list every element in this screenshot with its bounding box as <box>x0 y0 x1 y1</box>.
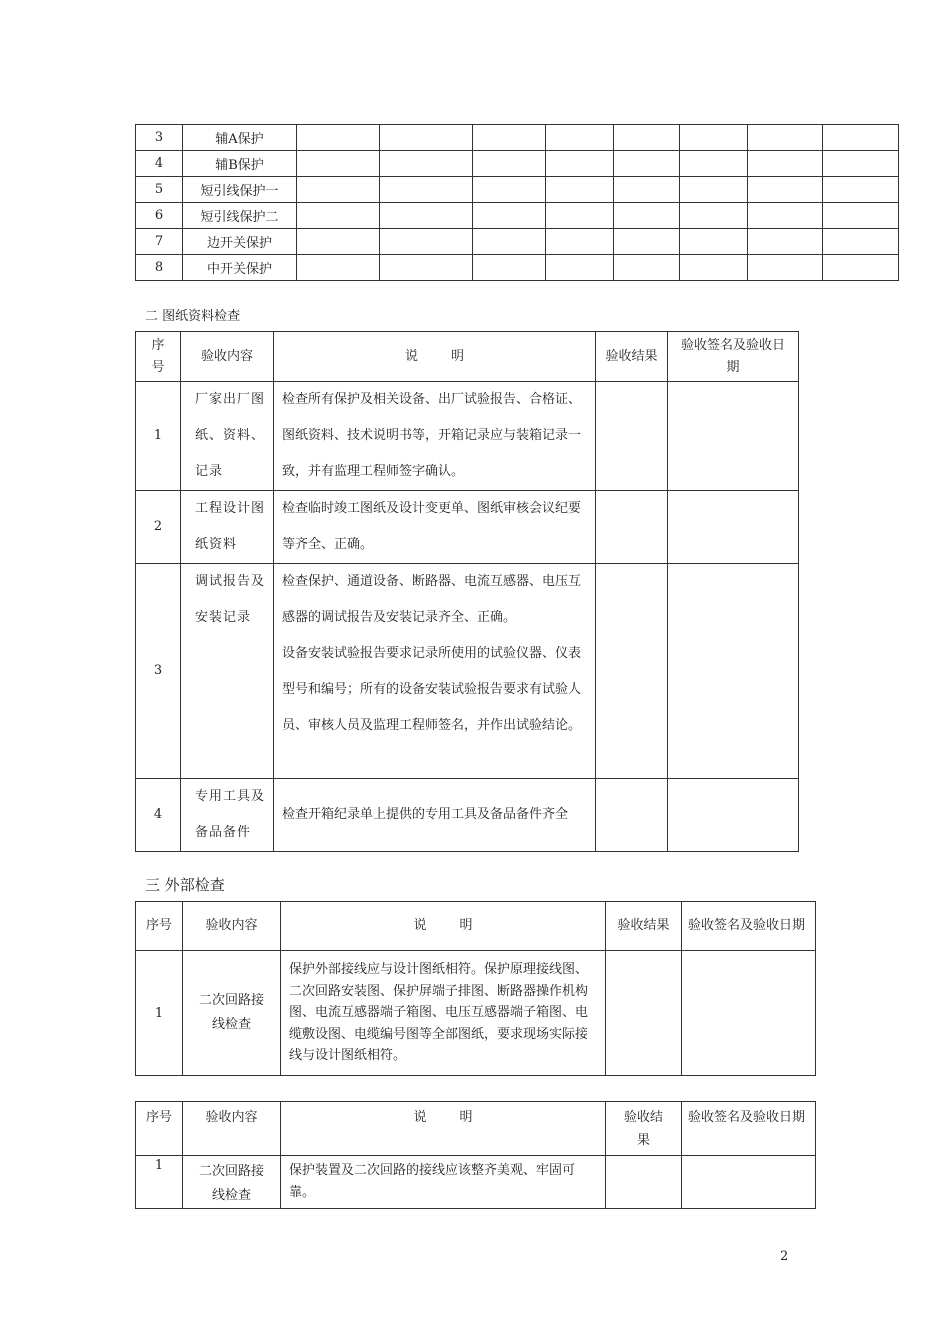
row-sign <box>682 951 816 1076</box>
header-no: 序号 <box>136 1102 183 1156</box>
row-no: 3 <box>136 125 183 151</box>
row-sign <box>668 382 799 491</box>
row-no: 1 <box>136 951 183 1076</box>
row-desc: 保护外部接线应与设计图纸相符。保护原理接线图、二次回路安装图、保护屏端子排图、断路器操作机构图、电流互感器端子箱图、电压互感器端子箱图、电缆敷设图、电缆编号图等全部图纸，要求现场实际接线与设计图纸相符。 <box>281 951 606 1076</box>
empty-cell <box>380 229 473 255</box>
empty-cell <box>748 229 823 255</box>
empty-cell <box>546 255 614 281</box>
section-2-heading: 二 图纸资料检查 <box>145 309 241 324</box>
empty-cell <box>297 203 380 229</box>
empty-cell <box>380 125 473 151</box>
drawings-check-table <box>135 331 799 852</box>
empty-cell <box>614 151 680 177</box>
table-header-row <box>136 332 799 382</box>
empty-cell <box>473 229 546 255</box>
empty-cell <box>473 177 546 203</box>
row-desc: 检查所有保护及相关设备、出厂试验报告、合格证、图纸资料、技术说明书等，开箱记录应与装箱记录一致，并有监理工程师签字确认。 <box>274 382 596 491</box>
table-row <box>136 564 799 779</box>
empty-cell <box>380 151 473 177</box>
empty-cell <box>546 229 614 255</box>
table-row <box>136 203 899 229</box>
row-content: 二次回路接线检查 <box>183 1156 281 1209</box>
empty-cell <box>546 125 614 151</box>
empty-cell <box>473 255 546 281</box>
empty-cell <box>473 151 546 177</box>
empty-cell <box>614 203 680 229</box>
table-header-row <box>136 902 816 951</box>
section-3-heading: 三 外部检查 <box>145 876 225 894</box>
header-sign: 验收签名及验收日期 <box>682 902 816 951</box>
table-row <box>136 779 799 852</box>
protection-list-table <box>135 124 899 281</box>
empty-cell <box>546 177 614 203</box>
empty-cell <box>823 229 899 255</box>
empty-cell <box>680 177 748 203</box>
row-content: 工程设计图纸资料 <box>181 491 274 564</box>
row-desc-paragraph: 检查保护、通道设备、断路器、电流互感器、电压互感器的调试报告及安装记录齐全、正确。 <box>282 574 582 625</box>
row-no: 8 <box>136 255 183 281</box>
row-desc-paragraph: 设备安装试验报告要求记录所使用的试验仪器、仪表型号和编号；所有的设备安装试验报告要求有试验人员、审核人员及监理工程师签名，并作出试验结论。 <box>282 646 582 733</box>
table-row <box>136 951 816 1076</box>
row-result <box>606 1156 682 1209</box>
empty-cell <box>297 177 380 203</box>
empty-cell <box>297 255 380 281</box>
empty-cell <box>748 151 823 177</box>
row-result <box>596 564 668 779</box>
external-check-table <box>135 901 816 1076</box>
wiring-check-table <box>135 1101 816 1209</box>
empty-cell <box>748 203 823 229</box>
row-name: 边开关保护 <box>183 229 297 255</box>
empty-cell <box>380 177 473 203</box>
row-name: 中开关保护 <box>183 255 297 281</box>
empty-cell <box>614 125 680 151</box>
header-result: 验收结果 <box>606 1102 682 1156</box>
row-no: 4 <box>136 151 183 177</box>
row-sign <box>668 564 799 779</box>
empty-cell <box>680 229 748 255</box>
empty-cell <box>680 125 748 151</box>
row-desc: 保护装置及二次回路的接线应该整齐美观、牢固可靠。 <box>281 1156 606 1209</box>
row-name: 辅A保护 <box>183 125 297 151</box>
table-row <box>136 491 799 564</box>
row-no: 1 <box>136 1156 183 1209</box>
row-result <box>596 779 668 852</box>
row-desc: 检查临时竣工图纸及设计变更单、图纸审核会议纪要等齐全、正确。 <box>274 491 596 564</box>
page-number: 2 <box>780 1249 789 1264</box>
row-no: 2 <box>136 491 181 564</box>
header-desc: 说 明 <box>281 902 606 951</box>
row-sign <box>668 779 799 852</box>
empty-cell <box>823 151 899 177</box>
row-content: 厂家出厂图纸、资料、记录 <box>181 382 274 491</box>
empty-cell <box>614 255 680 281</box>
table-row <box>136 255 899 281</box>
row-content: 专用工具及备品备件 <box>181 779 274 852</box>
row-desc: 检查开箱纪录单上提供的专用工具及备品备件齐全 <box>274 779 596 852</box>
empty-cell <box>748 125 823 151</box>
empty-cell <box>546 151 614 177</box>
header-desc: 说 明 <box>274 332 596 382</box>
empty-cell <box>614 229 680 255</box>
header-desc: 说 明 <box>281 1102 606 1156</box>
row-sign <box>668 491 799 564</box>
row-no: 3 <box>136 564 181 779</box>
empty-cell <box>473 125 546 151</box>
row-no: 6 <box>136 203 183 229</box>
empty-cell <box>297 229 380 255</box>
empty-cell <box>614 177 680 203</box>
table-row <box>136 151 899 177</box>
row-no: 5 <box>136 177 183 203</box>
empty-cell <box>748 177 823 203</box>
empty-cell <box>680 255 748 281</box>
row-content: 二次回路接线检查 <box>183 951 281 1076</box>
empty-cell <box>680 203 748 229</box>
row-no: 7 <box>136 229 183 255</box>
empty-cell <box>823 203 899 229</box>
row-desc <box>274 564 596 779</box>
header-result: 验收结果 <box>606 902 682 951</box>
empty-cell <box>297 125 380 151</box>
empty-cell <box>473 203 546 229</box>
row-name: 辅B保护 <box>183 151 297 177</box>
header-sign: 验收签名及验收日期 <box>682 1102 816 1156</box>
table-row <box>136 1156 816 1209</box>
empty-cell <box>546 203 614 229</box>
empty-cell <box>380 203 473 229</box>
row-no: 1 <box>136 382 181 491</box>
row-sign <box>682 1156 816 1209</box>
header-no: 序号 <box>136 332 181 382</box>
empty-cell <box>297 151 380 177</box>
empty-cell <box>680 151 748 177</box>
empty-cell <box>823 177 899 203</box>
header-result: 验收结果 <box>596 332 668 382</box>
row-result <box>606 951 682 1076</box>
empty-cell <box>748 255 823 281</box>
header-no: 序号 <box>136 902 183 951</box>
table-row <box>136 177 899 203</box>
row-result <box>596 382 668 491</box>
row-name: 短引线保护二 <box>183 203 297 229</box>
empty-cell <box>380 255 473 281</box>
table-row <box>136 382 799 491</box>
header-sign: 验收签名及验收日期 <box>668 332 799 382</box>
header-content: 验收内容 <box>183 902 281 951</box>
header-content: 验收内容 <box>183 1102 281 1156</box>
table-row <box>136 229 899 255</box>
row-no: 4 <box>136 779 181 852</box>
empty-cell <box>823 125 899 151</box>
header-content: 验收内容 <box>181 332 274 382</box>
row-name: 短引线保护一 <box>183 177 297 203</box>
row-result <box>596 491 668 564</box>
row-content: 调试报告及安装记录 <box>181 564 274 779</box>
empty-cell <box>823 255 899 281</box>
table-row <box>136 125 899 151</box>
table-header-row <box>136 1102 816 1156</box>
